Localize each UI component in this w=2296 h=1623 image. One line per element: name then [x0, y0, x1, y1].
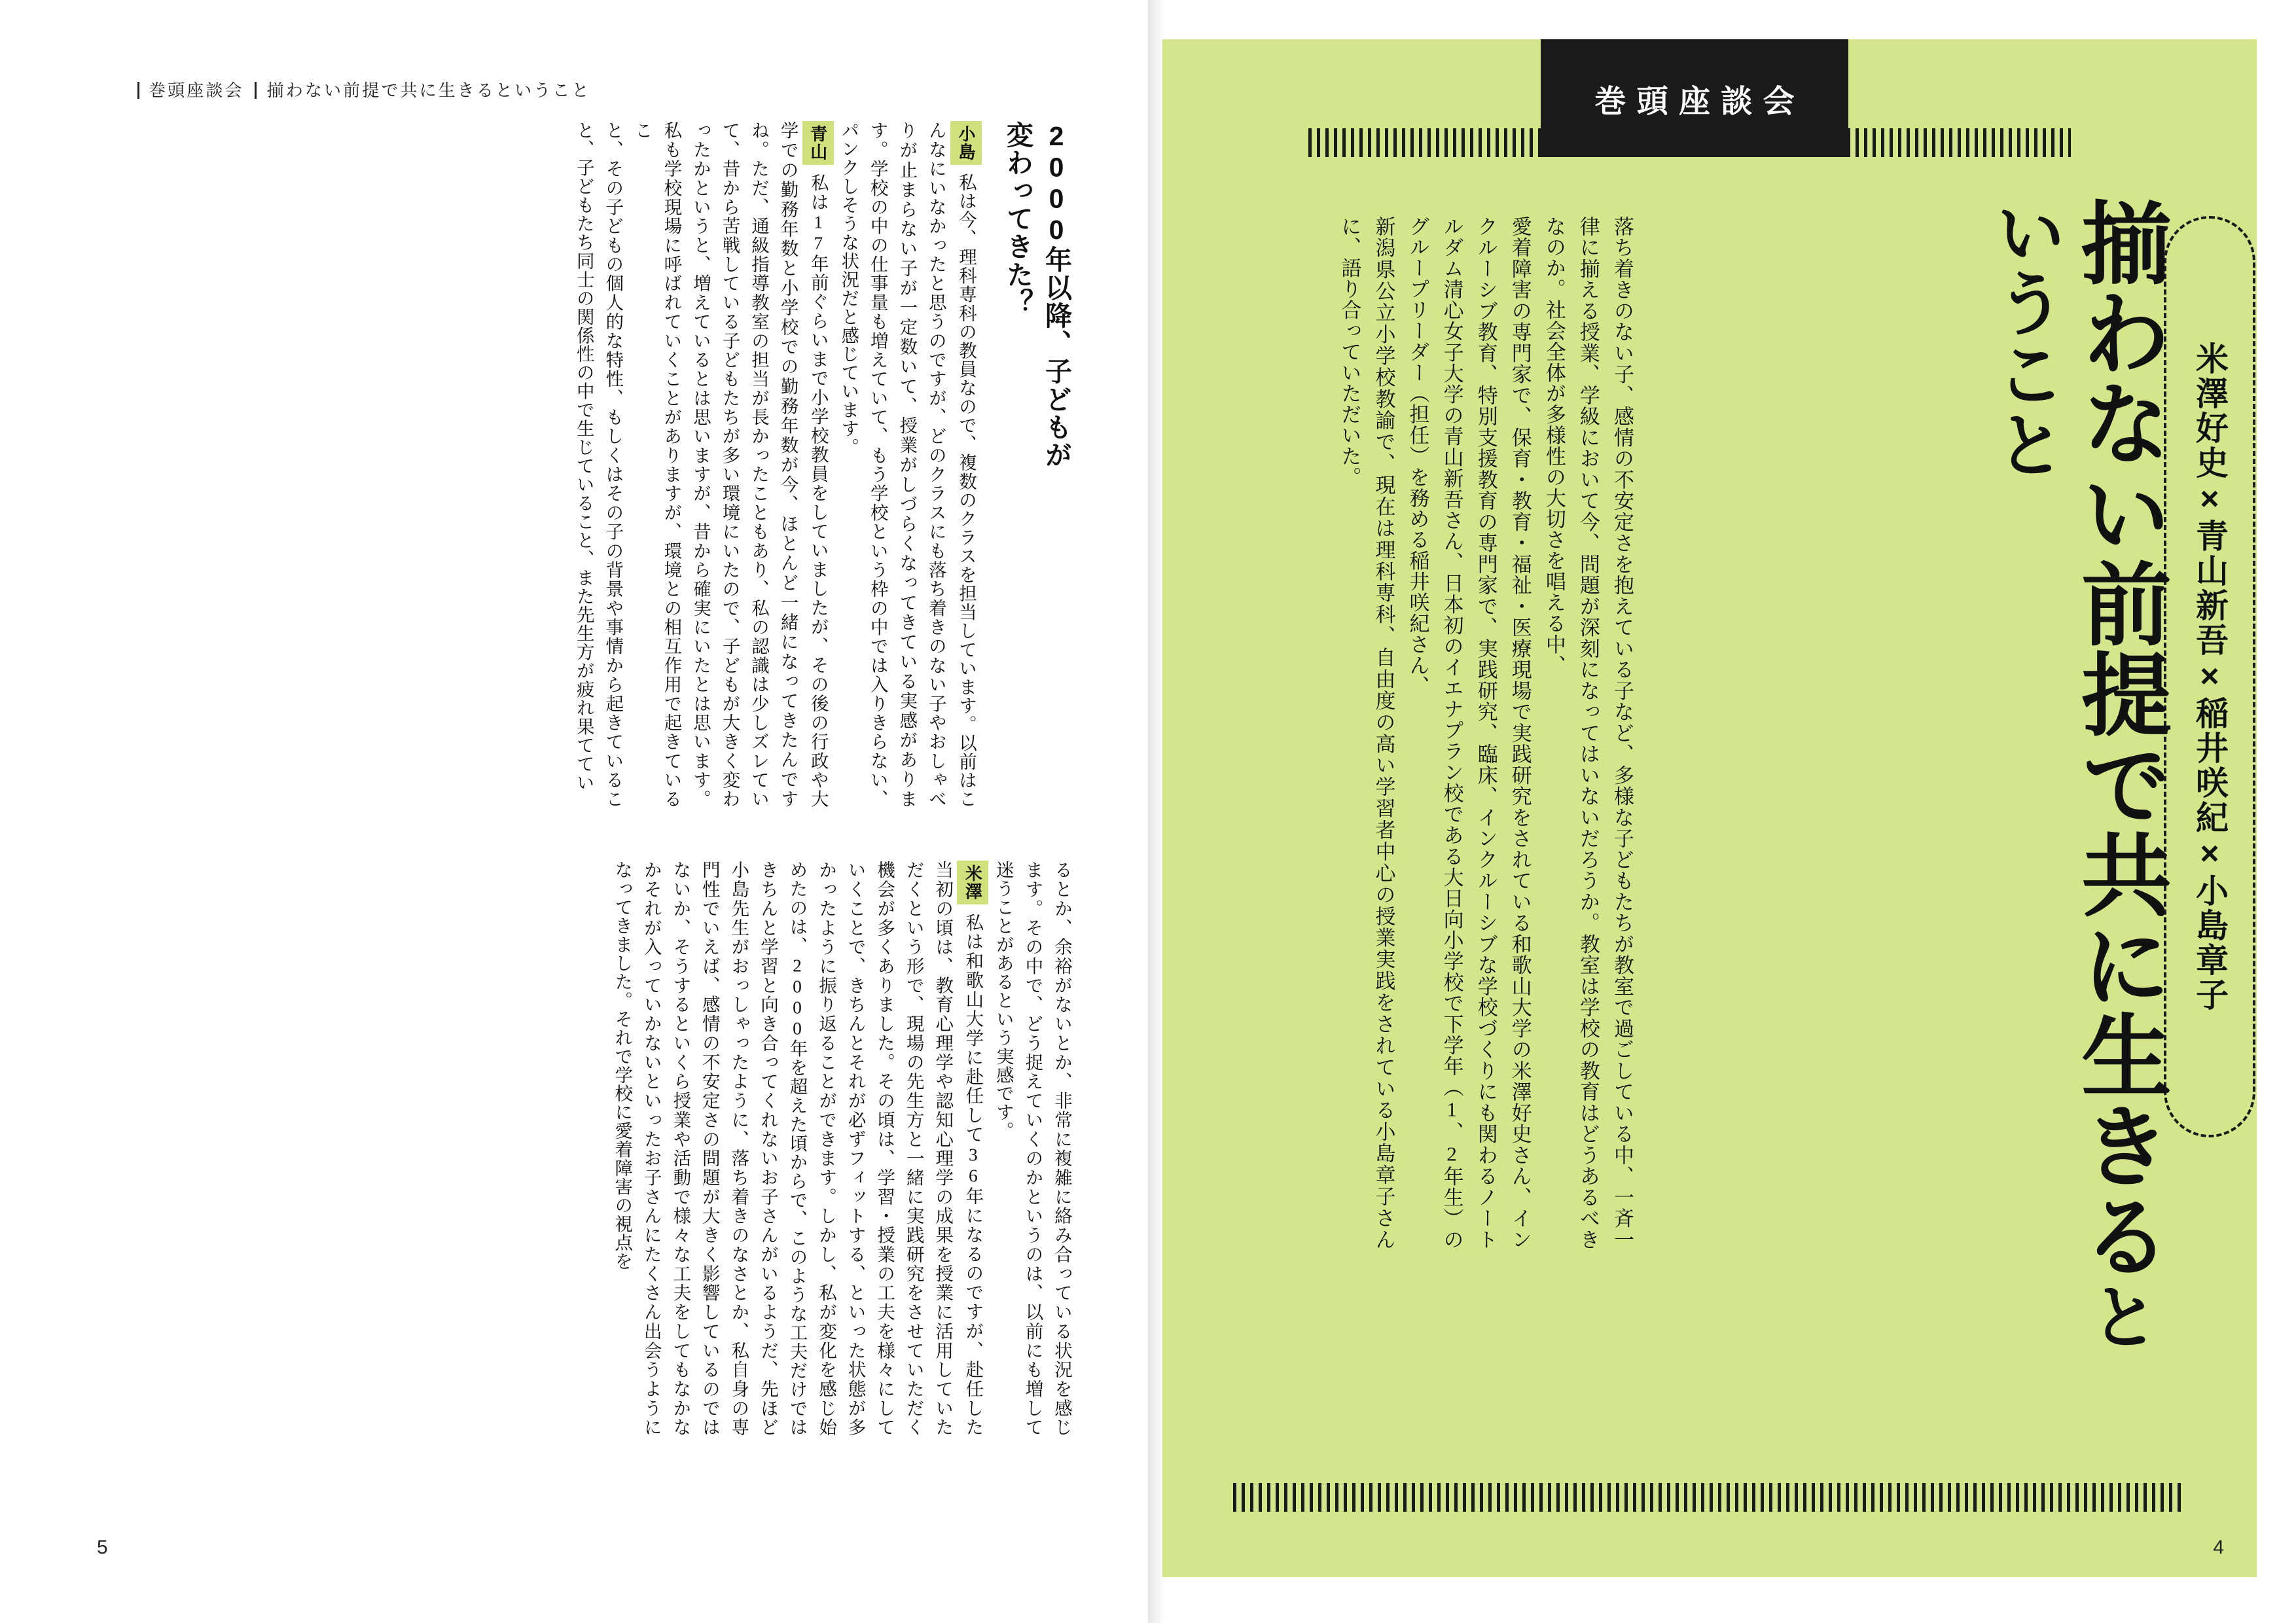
section-tab: [1541, 39, 1848, 157]
paragraph-text: るとか、余裕がないとか、非常に複雑に絡み合っている状況を感じます。その中で、どう捉えていくのかというのは、以前にも増して迷うことがあるという実感です。: [993, 861, 1072, 1436]
paragraph-column: [607, 861, 989, 1436]
lead-column: 落ち着きのない子、感情の不安定さを抱えている子など、多様な子どもたちが教室で過ごしている中、一斉一律に揃える授業、学級において今、問題が深刻になってはいないだろうか。教室は学校の教育はどうあるべきなのか。社会全体が多様性の大切さを唱える中、: [1542, 216, 1634, 1250]
lead-column: 新潟県公立小学校教諭で、現在は理科専科、自由度の高い学習者中心の授業実践をされている小島章子さんに、語り合っていただいた。: [1338, 216, 1395, 1250]
page-number-right: 4: [2213, 1537, 2224, 1558]
paragraph-text: 私は今、理科専科の教員なので、複数のクラスを担当しています。以前はこんなにいなかったと思うのですが、どのクラスにも落ち着きのない子やおしゃべりが止まらない子が一定数いて、授業がしづらくなってきている実感があります。学校の中の仕事量も増えていて、もう学校という枠の中では入りきらない、パンクしそうな状況だと感じています。: [838, 121, 977, 808]
paragraph-column: [569, 121, 627, 808]
participants-label: 米澤好史×青山新吾×稲井咲紀×小島章子: [2191, 341, 2228, 1012]
lead-column: 愛着障害の専門家で、保育・教育・福祉・医療現場で実践研究をされている和歌山大学の米澤好史さん、インクルーシブ教育、特別支援教育の専門家で、実践研究、臨床、インクルーシブな学校づくりにも関わるノートルダム清心女子大学の青山新吾さん、日本初のイエナプラン校である大日向小学校で下学年（1、2年生）のグループリーダー（担任）を務める稲井咲紀さん、: [1406, 216, 1532, 1250]
speaker-label: 青山: [802, 121, 834, 165]
paragraph-text: と、その子どもの個人的な特性、もしくはその子の背景や事情から起きていること、子どもたち同士の関係性の中で生じていること、また先生方が疲れ果ててい: [573, 121, 624, 808]
paragraph-column: [834, 121, 982, 808]
article-title-main: 揃わない前提で共に生きる: [2068, 196, 2169, 1280]
running-head: [137, 77, 591, 101]
page-right: [1148, 0, 2296, 1623]
speaker-label: 小島: [950, 121, 982, 165]
paragraph-column: [988, 861, 1076, 1436]
running-head-separator: [255, 82, 257, 99]
article-title-tail: ということ: [1985, 196, 2159, 1351]
running-head-rule: [137, 82, 139, 99]
section-heading: 2000年以降、子どもが変わってきた？: [1003, 121, 1071, 469]
article-title: [1977, 196, 2169, 1387]
left-page-lower-block: [607, 861, 1076, 1436]
speaker-label: 米澤: [957, 861, 988, 904]
paragraph-column: [627, 121, 833, 808]
lead-paragraph: [1272, 216, 1639, 1263]
paragraph-text: 私は17年前ぐらいまで小学校教員をしていましたが、その後の行政や大学での勤務年数と小学校での勤務年数が今、ほとんど一緒になってきたんですね。ただ、通級指導教室の担当が長かったこともあり、私の認識は少しズレていて、昔から苦戦している子どもたちが多い環境にいたので、子どもが大きく変わったかというと、増えているとは思いますが、昔から確実にいたとは思います。私も学校現場に呼ばれていくことがありますが、環境との相互作用で起きているこ: [632, 121, 829, 808]
paragraph-text: 私は和歌山大学に赴任して36年になるのですが、赴任した当初の頃は、教育心理学や認知心理学の成果を授業に活用していただくという形で、現場の先生方と一緒に実践研究をさせていただく機会が多くありました。その頃は、学習・授業の工夫を様々にしていくことで、きちんとそれが必ずフィットする、といった状態が多かったように振り返ることができます。しかし、私が変化を感じ始めたのは、2000年を超えた頃からで、このような工夫だけではきちんと学習と向き合ってくれないお子さんがいるようだ、先ほど小島先生がおっしゃったように、落ち着きのなさとか、私自身の専門性でいえば、感情の不安定さの問題が大きく影響しているのではないか、そうするといくら授業や活動で様々な工夫をしてもなかなかそれが入っていかないといったお子さんにたくさん出会うようになってきました。それで学校に愛着障害の視点を: [612, 861, 984, 1436]
left-page-upper-block: [569, 121, 1076, 808]
running-head-title: 揃わない前提で共に生きるということ: [266, 81, 591, 100]
section-tab-label: 巻頭座談会: [1594, 84, 1805, 119]
running-head-section: 巻頭座談会: [149, 81, 244, 100]
page-number-left: 5: [97, 1537, 108, 1558]
participants-box: [2164, 216, 2255, 1137]
hatch-rule-bottom: [1233, 1483, 2182, 1512]
